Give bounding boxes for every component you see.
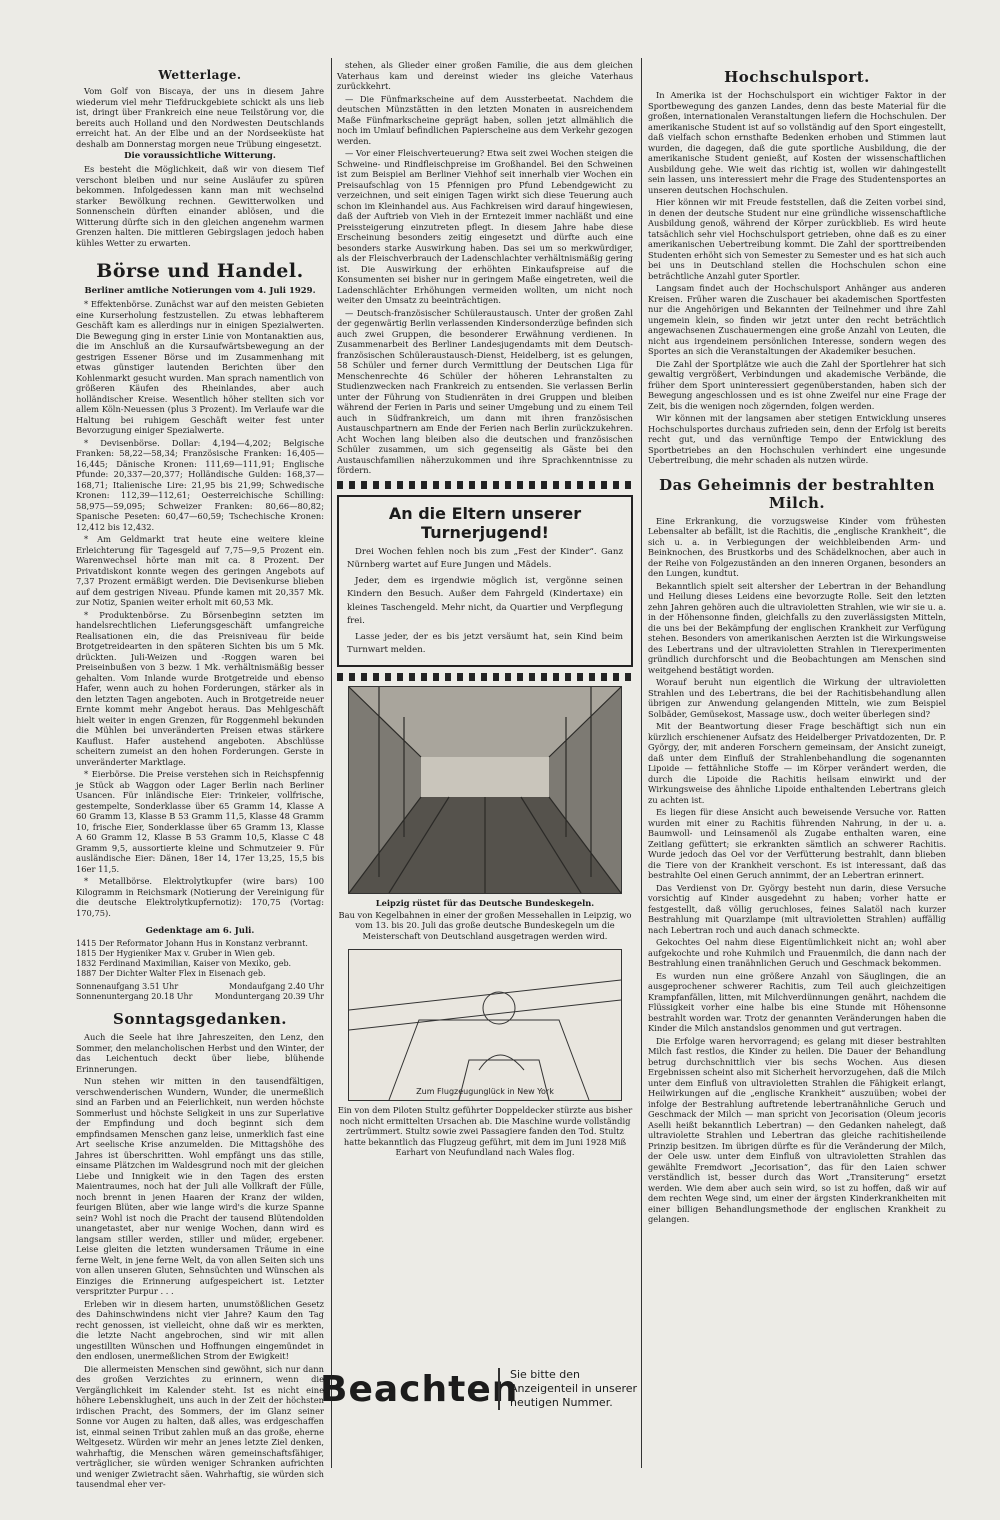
weather-heading: Wetterlage. <box>158 68 242 82</box>
column-middle <box>337 60 633 1480</box>
article-text: — Die Fünfmarkscheine auf dem Aussterbeetat. Nachdem die deutschen Münzstätten in den letzten Monaten in ausreichendem Maße Fünfmarkscheine geprägt haben, sollen jetzt allmählich die noch im Umlauf befindlichen Papierscheine aus dem Verkehr gezogen werden. <box>337 93 633 146</box>
article-text: — Deutsch-französischer Schüleraustausch. Unter der großen Zahl der gegenwärtig Berlin verlassenden Kindersonderzüge befinden sich auch zwei Gruppen, die besonderer Erwähnung verdienen. In Zusammenarbeit des Berliner Landesjugendamts mit dem Deutsch-französischen Schüleraustausch-Dienst, Heidelberg, ist es gelungen, 58 Schüler und ferner durch Vermittlung der Deutschen Liga für Menschenrechte 46 Schüler der höheren Lehranstalten zu Studienzwecken nach Frankreich zu entsenden. Sie verlassen Berlin unter der Führung von Studienräten in drei Gruppen und bleiben während der Ferien in Paris und seiner Umgebung und zu einem Teil auch in Südfrankreich, um dann mit ihren französischen Austauschpartnern am Ende der Ferien nach Berlin zurückzukehren. Acht Wochen lang bleiben also die deutschen und französischen Schüler zusammen, um sich gegenseitig als Gäste bei den Austauschfamilien näherzukommen und ihre Sprachkenntnisse zu fördern. <box>337 307 633 475</box>
sun-moon-row <box>76 982 324 992</box>
eltern-text: Lasse jeder, der es bis jetzt versäumt hat, sein Kind beim Turnwart melden. <box>347 631 623 655</box>
hochschulsport-text: Die Zahl der Sportplätze wie auch die Zahl der Sportlehrer hat sich gewaltig vergrößert, Verbindungen und akademische Verbände, die früher dem Sport uninteressiert gegenüberstanden, haben sich der Bewegung angeschlossen und es ist ohne Zweifel nur eine Frage der Zeit, bis die wenigen noch zögernden, folgen werden. <box>648 358 946 411</box>
moonset: Monduntergang 20.39 Uhr <box>214 992 324 1001</box>
sun-moon-row <box>76 992 324 1002</box>
photo-caption-title: Leipzig rüstet für das Deutsche Bundeskegeln. <box>375 897 595 908</box>
messehalle-photo <box>348 686 622 894</box>
milch-text: Die Erfolge waren hervorragend; es gelang mit dieser bestrahlten Milch fast restlos, die Kinder zu heilen. Die Dauer der Behandlung betrug durchschnittlich vier bis sechs Wochen. Aus diesen Ergebnissen scheint also mit Sicherheit hervorzugehen, daß die Milch unter dem Einfluß von ultravioletten Strahlen die Fähigkeit erlangt, Heilwirkungen auf die „englische Krankheit“ auszuüben; wobei der infolge der Bestrahlung auftretende lebertranähnliche Geruch und Geschmack der Milch — man spricht von Jecorisation (Oleum jecoris Aselli heißt bekanntlich Lebertran) — den Gedanken nahelegt, daß ultraviolette Strahlen und Lebertran das gleiche rachitisheilende Prinzip besitzen. Im übrigen dürfte es für die Veränderung der Milch, der Oele usw. unter dem Einfluß von ultravioletten Strahlen das gewählte Fremdwort „Jecorisation“, das für den Laien schwer verständlich ist, besser durch das Wort „Transiterung“ ersetzt werden. Wie dem aber auch sein wird, so ist zu hoffen, daß wir auf dem rechten Wege sind, um einer der ärgsten Kinderkrankheiten mit einer billigen Behandlungsmethode der englischen Krankheit zu gelangen. <box>648 1035 946 1224</box>
gedenktage-item: 1887 Der Dichter Walter Flex in Eisenach geb. <box>76 969 266 978</box>
sonntag-text: Erleben wir in diesem harten, unumstößlichen Gesetz des Dahinschwindens nicht vier Jahre? Kaum den Tag recht genossen, ist vielleicht, ohne daß wir es merkten, die letzte Nacht angebrochen, sind wir mit allen ungestillten Wünschen und Hoffnungen eingemündet in den endlosen, unermeßlichen Strom der Ewigkeit! <box>76 1298 324 1361</box>
article-text: stehen, als Glieder einer großen Familie, die aus dem gleichen Vaterhaus kam und dereinst wieder ins gleiche Vaterhaus zurückkehrt. <box>337 60 633 91</box>
gedenktage-heading: Gedenktage am 6. Juli. <box>145 926 255 936</box>
article-text: — Vor einer Fleischverteuerung? Etwa seit zwei Wochen steigen die Schweine- und Rindfleischpreise im Großhandel. Bei den Schweinen ist zum Beispiel am Berliner Viehhof seit innerhalb vier Wochen ein Preisaufschlag von 15 Pfennigen pro Pfund Lebendgewicht zu verzeichnen, und seit einigen Tagen wirkt sich diese Teuerung auch schon im Kleinhandel aus. Aus Fachkreisen wird darauf hingewiesen, daß der Auftrieb von Vieh in der Erntezeit immer nachläßt und eine Preissteigerung einzutreten pflegt. In diesem Jahre habe diese Erscheinung besonders zeitig eingesetzt und dürfte auch eine besonders starke Auswirkung haben. Das sei um so merkwürdiger, als der Fleischverbrauch der Ladenschlachter verhältnismäßig gering ist. Die Auswirkung der erhöhten Einkaufspreise auf die Konsumenten sei bisher nur in geringem Maße eingetreten, weil die Ladenschlächter Erhöhungen vermeiden wollten, um nicht noch weiter den Umsatz zu beeinträchtigen. <box>337 148 633 305</box>
ad-text: Sie bitte den Anzeigenteil in unserer heutigen Nummer. <box>498 1368 640 1410</box>
hochschulsport-text: In Amerika ist der Hochschulsport ein wichtiger Faktor in der Sportbewegung des ganzen Landes, denn das beste Material für die großen, internationalen Veranstaltungen liefern die Hochschulen. Der amerikanische Student ist auf so vollständig auf den Sport eingestellt, daß vielfach schon ernsthafte Bedenken erhoben und Stimmen laut wurden, die dagegen, daß die gute sportliche Ausbildung, die der amerikanische Student genießt, auf Kosten der wissenschaftlichen Ausbildung gehe. Wie weit das richtig ist, wollen wir dahingestellt sein lassen, uns interessiert mehr die Frage des Studentensportes an unseren deutschen Hochschulen. <box>648 90 946 195</box>
produktenboerse-text: * Produktenbörse. Zu Börsenbeginn setzten im handelsrechtlichen Lieferungsgeschäft umfangreiche Realisationen ein, die das Preisniveau für beide Brotgetreidearten in den späteren Sichten bis um 5 Mk. drückten. Juli-Weizen und -Roggen waren bei Preiseinbußen von 3 bezw. 1 Mk. verhältnismäßig besser gehalten. Vom Inlande wurde Brotgetreide und ebenso Hafer, wenn auch zu hohen Forderungen, stärker als in den letzten Tagen angeboten. Auch in Brotgetreide neuer Ernte kommt mehr Angebot heraus. Das Mehlgeschäft hielt weiter in engen Grenzen, für Roggenmehl bekunden die Mühlen bei unveränderten Preisen etwas stärkere Kauflust. Hafer austehend angeboten. Abschlüsse scheitern zumeist an den hohen Forderungen. Gerste in unveränderter Marktlage. <box>76 609 324 767</box>
eltern-text: Drei Wochen fehlen noch bis zum „Fest der Kinder“. Ganz Nürnberg wartet auf Eure Jungen und Mädels. <box>347 546 623 570</box>
eltern-notice-box <box>337 495 633 667</box>
hochschulsport-text: Hier können wir mit Freude feststellen, daß die Zeiten vorbei sind, in denen der deutsche Student nur eine gründliche wissenschaftliche Ausbildung genoß, während der Körper zurückblieb. Es wird heute tatsächlich sehr viel Hochschulsport getrieben, ohne daß es zu einer amerikanischen Uebertreibung kommt. Die Zahl der sporttreibenden Studenten erhöht sich von Semester zu Semester und es hat sich auch bei uns in Deutschland stellen die Hochschulen schon eine beträchtliche Anzahl guter Sportler. <box>648 197 946 281</box>
milch-heading: Das Geheimnis der bestrahlten Milch. <box>659 475 935 512</box>
photo-inner-label: Zum Flugzeugunglück in New York <box>416 1087 554 1096</box>
sonntag-heading: Sonntagsgedanken. <box>113 1010 287 1028</box>
boerse-subheading: Berliner amtliche Notierungen vom 4. Juli 1929. <box>84 286 316 296</box>
milch-text: Bekanntlich spielt seit altersher der Lebertran in der Behandlung und Heilung dieses Leidens eine bevorzugte Rolle. Seit den letzten zehn Jahren gehören auch die ultravioletten Strahlen, wie wir sie u. a. in der Höhensonne finden, gleichfalls zu den zuverlässigsten Mitteln, die uns bei der Bekämpfung der englischen Krankheit zur Verfügung stehen. Besonders von amerikanischen Aerzten ist die Wirkungsweise des Lebertrans und der ultravioletten Strahlen in Tierexperimenten gründlich durchforscht und die Beobachtungen am Menschen sind weitgehend bestätigt worden. <box>648 580 946 675</box>
eltern-text: Jeder, dem es irgendwie möglich ist, vergönne seinen Kindern den Besuch. Außer dem Fahrgeld (Kindertaxe) ein kleines Taschengeld. Mehr nicht, da Quartier und Verpflegung frei. <box>347 575 623 626</box>
column-rule <box>331 58 332 1468</box>
beachten-ad <box>320 1354 640 1424</box>
ornament-border <box>337 673 633 681</box>
weather-text: Vom Golf von Biscaya, der uns in diesem Jahre wiederum viel mehr Tiefdruckgebiete schickt als uns lieb ist, dringt über Frankreich eine neue Teilstörung vor, die bereits auch Holland und den Nordwesten Deutschlands erreicht hat. An der Elbe und an der Nordseeküste hat deshalb am Donnerstag morgen neue Trübung eingesetzt. <box>76 86 324 149</box>
weather-forecast-text: Es besteht die Möglichkeit, daß wir von diesem Tief verschont bleiben und nur seine Ausläufer zu spüren bekommen. Infolgedessen kann man mit wechselnd starker Bewölkung rechnen. Gewitterwolken und Sonnenschein dürften einander ablösen, und die Witterung dürfte sich in den gleichen angenehm warmen Grenzen halten. Die mittleren Gebirgslagen jedoch haben kühles Wetter zu erwarten. <box>76 164 324 248</box>
ornament-border <box>337 481 633 489</box>
column-left <box>76 60 324 1489</box>
milch-text: Gekochtes Oel nahm diese Eigentümlichkeit nicht an; wohl aber aufgekochte und rohe Kuhmilch und Frauenmilch, die dann nach der Bestrahlung einen tranähnlichen Geruch und Geschmack bekommen. <box>648 937 946 968</box>
devisenboerse-text: * Devisenbörse. Dollar: 4,194—4,202; Belgische Franken: 58,22—58,34; Französische Franken: 16,405—16,445; Dänische Kronen: 111,69—111,91; Englische Pfunde: 20,337—20,377; Holländische Gulden: 168,37—168,71; Italienische Lire: 21,95 bis 21,99; Schwedische Kronen: 112,39—112,61; Oesterreichische Schilling: 58,975—59,095; Schweizer Franken: 80,66—80,82; Spanische Peseten: 60,47—60,59; Tschechische Kronen: 12,412 bis 12,432. <box>76 437 324 532</box>
ad-headline: Beachten <box>320 1368 519 1410</box>
milch-text: Mit der Beantwortung dieser Frage beschäftigt sich nun ein kürzlich erschienener Aufsatz des Heidelberger Privatdozenten, Dr. P. György, der, mit anderen Forschern gemeinsam, der Ansicht zuneigt, daß unter dem Einfluß der Strahlenbehandlung die sogenannten Lipoide — fettähnliche Stoffe — im Körper verändert werden, die durch die Lipoide die Rachitis heilsam einwirkt und der Wirkungsweise des ähnliche Lipoide enthaltenden Lebertrans gleich zu achten ist. <box>648 721 946 805</box>
pilot-illustration <box>349 950 621 1100</box>
gedenktage-item: 1415 Der Reformator Johann Hus in Konstanz verbrannt. <box>76 939 308 948</box>
hall-illustration <box>349 687 621 893</box>
sonntag-text: Auch die Seele hat ihre Jahreszeiten, den Lenz, den Sommer, den melancholischen Herbst und den Winter, der das Leichentuch deckt über liebe, blühende Erinnerungen. <box>76 1032 324 1074</box>
hochschulsport-text: Wir können mit der langsamen aber stetigen Entwicklung unseres Hochschulsportes durchaus zufrieden sein, denn der Erfolg ist bereits recht gut, und das vernünftige Tempo der Entwicklung des Sportbetriebes an den Hochschulen verhindert eine ungesunde Uebertreibung, die mehr schaden als nutzen würde. <box>648 413 946 465</box>
sunrise: Sonnenaufgang 3.51 Uhr <box>76 982 179 991</box>
weather-subheading: Die voraussichtliche Witterung. <box>124 151 276 161</box>
moonrise: Mondaufgang 2.40 Uhr <box>229 982 324 991</box>
milch-text: Worauf beruht nun eigentlich die Wirkung der ultravioletten Strahlen und des Lebertrans, die bei der Rachitisbehandlung allen übrigen zur Anwendung gelangenden Mitteln, wie zum Beispiel Solbäder, Gemüsekost, Massage usw., doch weiter überlegen sind? <box>648 677 946 719</box>
hochschulsport-text: Langsam findet auch der Hochschulsport Anhänger aus anderen Kreisen. Früher waren die Zuschauer bei akademischen Sportfesten nur die Angehörigen und Bekannten der Teilnehmer und ihre Zahl ungemein klein, so finden wir jetzt unter den recht beträchtlich angewachsenen Zuschauermengen eine große Anzahl von Leuten, die nicht aus irgendeinem persönlichen Interesse, sondern wegen des Sportes an sich die Veranstaltungen der Akademiker besuchen. <box>648 283 946 356</box>
gedenktage-item: 1832 Ferdinand Maximilian, Kaiser von Mexiko, geb. <box>76 959 292 968</box>
metallboerse-text: * Metallbörse. Elektrolytkupfer (wire bars) 100 Kilogramm in Reichsmark (Notierung der Vereinigung für die deutsche Elektrolytkupfernotiz): 170,75 (Vortag: 170,75). <box>76 876 324 918</box>
hochschulsport-heading: Hochschulsport. <box>724 68 870 86</box>
boerse-heading: Börse und Handel. <box>96 260 304 282</box>
eltern-heading: An die Eltern unserer Turnerjugend! <box>388 503 582 542</box>
gedenktage-item: 1815 Der Hygieniker Max v. Gruber in Wien geb. <box>76 949 276 958</box>
photo-caption-text: Bau von Kegelbahnen in einer der großen Messehallen in Leipzig, wo vom 13. bis 20. Juli das große deutsche Bundeskegeln um die Meisterschaft von Deutschland ausgetragen werden wird. <box>338 909 632 941</box>
milch-text: Das Verdienst von Dr. György besteht nun darin, diese Versuche vorsichtig auf Kinder ausgedehnt zu haben; vorher hatte er festgestellt, daß völlig geruchloses, feines Salatöl nach kurzer Bestrahlung mit Quarzlampe (mit ultravioletten Strahlen) auffällig nach Lebertran roch und auch danach schmeckte. <box>648 882 946 935</box>
geldmarkt-text: * Am Geldmarkt trat heute eine weitere kleine Erleichterung für Tagesgeld auf 7,75—9,5 Prozent ein. Warenwechsel hörte man mit ca. 8 Prozent. Der Privatdiskont konnte wegen des geringen Angebots auf 7,37 Prozent ermäßigt werden. Die Devisenkurse blieben auf dem gestrigen Niveau. Pfunde kamen mit 20,357 Mk. zur Notiz, Spanien weiter erholt mit 60,53 Mk. <box>76 534 324 607</box>
sonntag-text: Nun stehen wir mitten in den tausendfältigen, verschwenderischen Wundern, Wunder, die unermeßlich sind an Farben und an Feierlichkeit, nun werden höchste Sommerlust und höchste Seligkeit in uns zur Superlative der Empfindung und doch beginnt sich dem empfindsamen Menschen ganz leise, unmerklich fast eine Art seelische Krise anzumelden. Die Mittagshöhe des Jahres ist überschritten. Wohl empfängt uns das stille, einsame Plätzchen im Waldesgrund noch mit der gleichen Liebe und Innigkeit wie in den Tagen des ersten Maientraumes, noch hat der Juli alle Vollkraft der Fülle, noch brennt in jenen Haaren der Kranz der wilden, feurigen Blüten, aber wie lange wird's die kurze Spanne sein? Wohl ist noch die Pracht der tausend Blütendolden unangetastet, aber nur wenige Wochen, dann wird es langsam stiller werden, stiller und müder, ergebener. Leise gleiten die letzten wundersamen Träume in eine ferne Welt, in jene ferne Welt, da von allen Seiten sich uns von allen unseren Gluten, Sehnsüchten und Wünschen als Einziges die Erinnerung aufgespeichert ist. Letzter verspritzter Purpur . . . <box>76 1076 324 1296</box>
effektenboerse-text: * Effektenbörse. Zunächst war auf den meisten Gebieten eine Kurserholung festzustellen. Zu etwas lebhafterem Geschäft kam es allerdings nur in einigen Spezialwerten. Die Bewegung ging in erster Linie von Montanaktien aus, die im Anschluß an die Kursaufwärtsbewegung an der gestrigen Essener Börse und im Zusammenhang mit etwas günstiger lautenden Berichten über den Kohlenmarkt gesucht wurden. Man sprach namentlich von größeren Käufen des Rheinlandes, aber auch holländischer Kreise. Wesentlich höher stellten sich vor allem Köln-Neuessen (plus 3 Prozent). Im Verlaufe war die Haltung bei ruhigem Geschäft weiter fest unter Bevorzugung einiger Spezialwerte. <box>76 299 324 435</box>
eierboerse-text: * Eierbörse. Die Preise verstehen sich in Reichspfennig je Stück ab Waggon oder Lager Berlin nach Berliner Usancen. Für inländische Eier: Trinkeier, vollfrische, gestempelte, Sonderklasse über 65 Gramm 14, Klasse A 60 Gramm 13, Klasse B 53 Gramm 11,5, Klasse 48 Gramm 10, frische Eier, Sonderklasse über 65 Gramm 13, Klasse A 60 Gramm 12, Klasse B 53 Gramm 10,5, Klasse C 48 Gramm 9,5, aussortierte kleine und Schmutzeier 9. Für ausländische Eier: Dänen, 18er 14, 17er 13,25, 15,5 bis 16er 11,5. <box>76 769 324 874</box>
milch-text: Eine Erkrankung, die vorzugsweise Kinder vom frühesten Lebensalter ab befällt, ist die Rachitis, die „englische Krankheit“, die sich u. a. in Verbiegungen der weichbleibenden Arm- und Beinknochen, des Brustkorbs und des Schädelknochen, aber auch in der Reihe von Folgezuständen an den inneren Organen, besonders an den Lungen, kundtut. <box>648 515 946 578</box>
sunset: Sonnenuntergang 20.18 Uhr <box>76 992 193 1001</box>
milch-text: Es wurden nun eine größere Anzahl von Säuglingen, die an ausgeprochener schwerer Rachitis, zum Teil auch gleichzeitigen Krampfanfällen, litten, mit Milchverdünnungen genährt, nachdem die Flüssigkeit vorher eine halbe bis eine Stunde mit Höhensonne bestrahlt worden war. Trotz der genannten Veränderungen haben die Kinder die Milch anstandslos genommen und gut vertragen. <box>648 970 946 1033</box>
milch-text: Es liegen für diese Ansicht auch beweisende Versuche vor. Ratten wurden mit einer zu Rachitis führenden Nahrung, in der u. a. Baumwoll- und Leinsamenöl als Zugabe enthalten waren, eine Zeitlang gefüttert; sie erkrankten sämtlich an schwerer Rachitis. Wurde jedoch das Oel vor der Verfütterung bestrahlt, dann blieben die Tiere von der Krankheit verschont. Es ist interessant, daß das bestrahlte Oel einen Geruch annimmt, der an Lebertran erinnert. <box>648 807 946 880</box>
plane-crash-photo <box>348 949 622 1101</box>
column-right <box>648 60 946 1460</box>
plane-caption-text: Ein von dem Piloten Stultz geführter Doppeldecker stürzte aus bisher noch nicht ermittelten Ursachen ab. Die Maschine wurde vollständig zertrümmert. Stultz sowie zwei Passagiere fanden den Tod. Stultz hatte bekanntlich das Flugzeug geführt, mit dem im Juni 1928 Miß Earhart von Neufundland nach Wales flog. <box>337 1105 633 1157</box>
sonntag-text: Die allermeisten Menschen sind gewöhnt, sich nur dann des großen Verzichtes zu erinnern, wenn die Vergänglichkeit im Kalender steht. Ist es nicht eine höhere Lebensklugheit, uns auch in der Zeit der höchsten irdischen Pracht, des Sommers, der im Glanz seiner Sonne vor Augen zu halten, daß alles, was erdgeschaffen ist, einmal seinen Tribut zahlen muß an das große, eherne Weltgesetz. Würden wir mehr an jenes letzte Ziel denken, wahrhaftig, die Menschen wären gemeinschaftsfähiger, verträglicher, sie würden weniger Schranken aufrichten und weniger Zwietracht säen. Wahrhaftig, sie würden sich tausendmal eher ver- <box>76 1363 324 1489</box>
column-rule <box>641 58 642 1468</box>
